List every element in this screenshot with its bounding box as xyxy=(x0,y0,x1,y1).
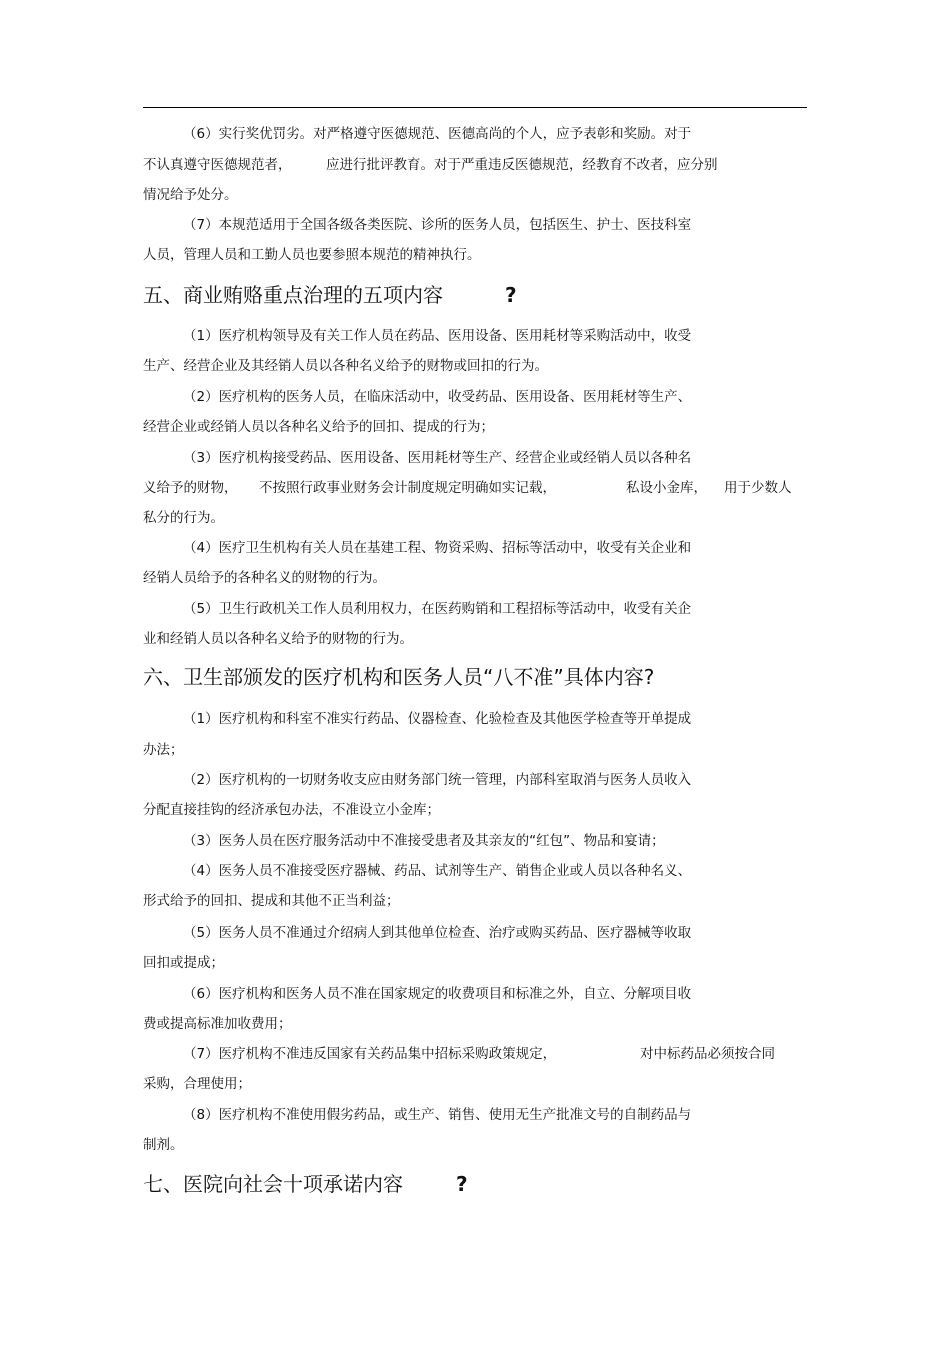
s6-item4-line2: 形式给予的回扣、提成和其他不正当利益； xyxy=(143,893,400,909)
s5-item5-line1: （5）卫生行政机关工作人员利用权力，在医药购销和工程招标等活动中，收受有关企 xyxy=(183,601,692,617)
s4-item7-line2: 人员，管理人员和工勤人员也要参照本规范的精神执行。 xyxy=(143,247,481,263)
s4-item6-line2a: 不认真遵守医德规范者， xyxy=(143,157,292,173)
s6-item8-line2: 制剂。 xyxy=(143,1137,184,1153)
s5-item3-line2c: 私设小金库， xyxy=(626,480,707,496)
s5-item2-line1: （2）医疗机构的医务人员，在临床活动中，收受药品、医用设备、医用耗材等生产、 xyxy=(183,389,692,405)
s4-item6-line3: 情况给予处分。 xyxy=(143,187,238,203)
s5-item3-line1: （3）医疗机构接受药品、医用设备、医用耗材等生产、经营企业或经销人员以各种名 xyxy=(183,450,692,466)
s5-item3-line2a: 义给予的财物， xyxy=(143,480,238,496)
s6-item6-line2: 费或提高标准加收费用； xyxy=(143,1016,292,1032)
section7-heading: 七、医院向社会十项承诺内容 xyxy=(143,1172,403,1196)
s6-item5-line2: 回扣或提成； xyxy=(143,955,224,971)
s5-item1-line2: 生产、经营企业及其经销人员以各种名义给予的财物或回扣的行为。 xyxy=(143,358,548,374)
header-rule xyxy=(143,107,807,108)
s5-item3-line2b: 不按照行政事业财务会计制度规定明确如实记载， xyxy=(259,480,556,496)
s6-item2-line1: （2）医疗机构的一切财务收支应由财务部门统一管理，内部科室取消与医务人员收入 xyxy=(183,772,692,788)
s6-item3-line1: （3）医务人员在医疗服务活动中不准接受患者及其亲友的“红包”、物品和宴请； xyxy=(183,833,665,849)
s6-item5-line1: （5）医务人员不准通过介绍病人到其他单位检查、治疗或购买药品、医疗器械等收取 xyxy=(183,925,692,941)
s6-item7-line2: 采购，合理使用； xyxy=(143,1076,251,1092)
section6-heading: 六、卫生部颁发的医疗机构和医务人员“八不准”具体内容? xyxy=(143,665,655,689)
s6-item7-line1b: 对中标药品必须按合同 xyxy=(640,1046,775,1062)
s6-item1-line1: （1）医疗机构和科室不准实行药品、仪器检查、化验检查及其他医学检查等开单提成 xyxy=(183,711,692,727)
s5-item4-line2: 经销人员给予的各种名义的财物的行为。 xyxy=(143,570,386,586)
s6-item7-line1a: （7）医疗机构不准违反国家有关药品集中招标采购政策规定， xyxy=(183,1046,557,1062)
s4-item7-line1: （7）本规范适用于全国各级各类医院、诊所的医务人员，包括医生、护士、医技科室 xyxy=(183,217,692,233)
s4-item6-line1: （6）实行奖优罚劣。对严格遵守医德规范、医德高尚的个人，应予表彰和奖励。对于 xyxy=(183,126,692,142)
s6-item6-line1: （6）医疗机构和医务人员不准在国家规定的收费项目和标准之外，自立、分解项目收 xyxy=(183,986,692,1002)
section5-heading: 五、商业贿赂重点治理的五项内容 xyxy=(143,283,443,307)
section7-question-mark: ? xyxy=(456,1172,468,1196)
s6-item4-line1: （4）医务人员不准接受医疗器械、药品、试剂等生产、销售企业或人员以各种名义、 xyxy=(183,863,692,879)
s6-item1-line2: 办法； xyxy=(143,742,184,758)
s6-item8-line1: （8）医疗机构不准使用假劣药品，或生产、销售、使用无生产批准文号的自制药品与 xyxy=(183,1107,692,1123)
s6-item2-line2: 分配直接挂钩的经济承包办法，不准设立小金库； xyxy=(143,802,440,818)
s5-item4-line1: （4）医疗卫生机构有关人员在基建工程、物资采购、招标等活动中，收受有关企业和 xyxy=(183,540,692,556)
s5-item3-line2d: 用于少数人 xyxy=(724,480,792,496)
section5-question-mark: ? xyxy=(505,283,517,307)
s4-item6-line2b: 应进行批评教育。对于严重违反医德规范，经教育不改者，应分别 xyxy=(326,157,718,173)
s5-item3-line3: 私分的行为。 xyxy=(143,510,224,526)
s5-item5-line2: 业和经销人员以各种名义给予的财物的行为。 xyxy=(143,631,413,647)
s5-item2-line2: 经营企业或经销人员以各种名义给予的回扣、提成的行为； xyxy=(143,419,494,435)
s5-item1-line1: （1）医疗机构领导及有关工作人员在药品、医用设备、医用耗材等采购活动中，收受 xyxy=(183,328,692,344)
